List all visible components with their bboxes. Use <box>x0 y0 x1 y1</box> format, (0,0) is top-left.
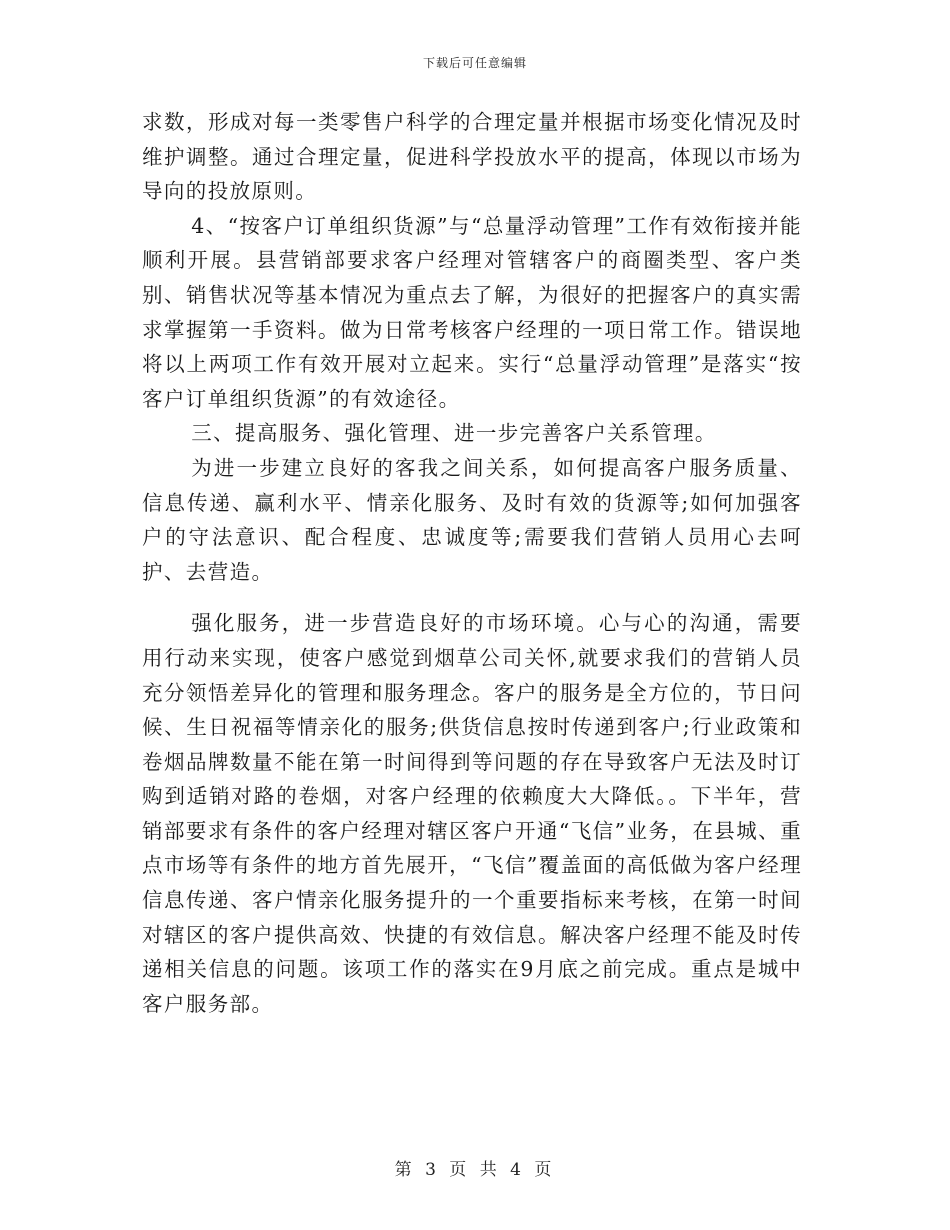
page-header: 下载后可任意编辑 <box>422 56 527 70</box>
section-heading-3: 三、提高服务、强化管理、进一步完善客户关系管理。 <box>191 421 717 446</box>
paragraph-strengthen-service: 强化服务，进一步营造良好的市场环境。心与心的沟通，需要用行动来实现，使客户感觉到烟草公司关怀,就要求我们的营销人员充分领悟差异化的管理和服务理念。客户的服务是全方位的，节日问候、生日祝福等情亲化的服务;供货信息按时传递到客户;行业政策和卷烟品牌数量不能在第一时间得到等问题的存在导致客户无法及时订购到适销对路的卷烟，对客户经理的依赖度大大降低。。下半年，营销部要求有条件的客户经理对辖区客户开通“飞信”业务，在县城、重点市场等有条件的地方首先展开，“飞信”覆盖面的高低做为客户经理信息传递、客户情亲化服务提升的一个重要指标来考核，在第一时间对辖区的客户提供高效、快捷的有效信息。解决客户经理不能及时传递相关信息的问题。该项工作的落实在9月底之前完成。重点是城中客户服务部。 <box>142 611 802 1016</box>
paragraph-continuation: 求数，形成对每一类零售户科学的合理定量并根据市场变化情况及时维护调整。通过合理定量，促进科学投放水平的提高，体现以市场为导向的投放原则。 <box>142 110 802 204</box>
document-body <box>142 105 802 1021</box>
page-footer: 第 3 页 共 4 页 <box>394 1160 556 1180</box>
paragraph-item-4: 4、“按客户订单组织货源”与“总量浮动管理”工作有效衔接并能顺利开展。县营销部要求客户经理对管辖客户的商圈类型、客户类别、销售状况等基本情况为重点去了解，为很好的把握客户的真实需求掌握第一手资料。做为日常考核客户经理的一项日常工作。错误地将以上两项工作有效开展对立起来。实行“总量浮动管理”是落实“按客户订单组织货源”的有效途径。 <box>142 213 802 411</box>
paragraph-customer-relations: 为进一步建立良好的客我之间关系，如何提高客户服务质量、信息传递、赢利水平、情亲化服务、及时有效的货源等;如何加强客户的守法意识、配合程度、忠诚度等;需要我们营销人员用心去呵护、去营造。 <box>142 455 802 584</box>
